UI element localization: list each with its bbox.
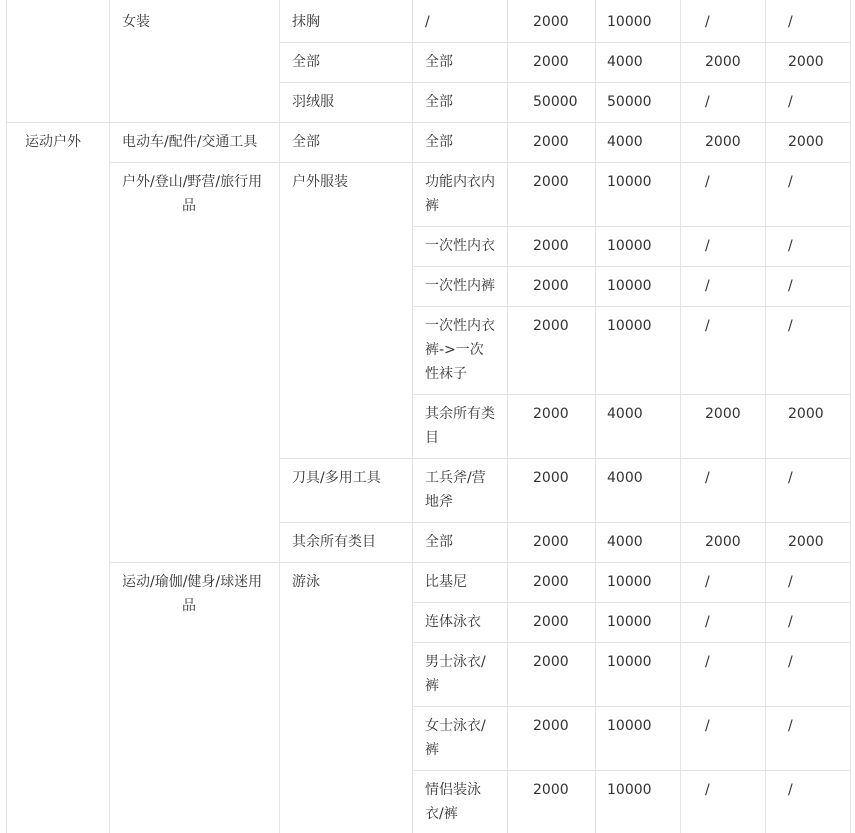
row-border: [412, 602, 850, 603]
row-border: [279, 42, 850, 43]
cell-cat3: 其余所有类目: [292, 534, 376, 550]
cell-v3: /: [705, 238, 710, 254]
cell-v1: 2000: [533, 174, 569, 190]
cell-cat4: 工兵斧/营: [425, 470, 486, 486]
cell-v1: 2000: [533, 470, 569, 486]
cell-v3: /: [705, 174, 710, 190]
cell-v4: /: [788, 782, 793, 798]
cell-v1: 2000: [533, 614, 569, 630]
cell-v1: 2000: [533, 238, 569, 254]
cell-cat3: 抹胸: [292, 14, 320, 30]
cell-v2: 10000: [607, 174, 652, 190]
cell-v2: 10000: [607, 782, 652, 798]
column-border: [507, 0, 508, 833]
cell-cat4: 一次性内衣: [425, 238, 495, 254]
row-border: [412, 226, 850, 227]
cell-v3: /: [705, 14, 710, 30]
cell-cat4: 全部: [425, 134, 453, 150]
cell-v2: 10000: [607, 654, 652, 670]
cell-v4: /: [788, 614, 793, 630]
column-border: [680, 0, 681, 833]
cell-cat4: 裤->一次: [425, 342, 484, 358]
cell-cat4: 地斧: [425, 494, 453, 510]
cell-cat4: 女士泳衣/: [425, 718, 486, 734]
cell-v4: /: [788, 278, 793, 294]
cell-v4: /: [788, 574, 793, 590]
cell-cat4: 全部: [425, 94, 453, 110]
row-border: [279, 82, 850, 83]
cell-cat4: 男士泳衣/: [425, 654, 486, 670]
cell-cat4: 全部: [425, 534, 453, 550]
cell-v1: 2000: [533, 14, 569, 30]
row-border: [412, 642, 850, 643]
cell-v3: /: [705, 782, 710, 798]
column-border: [412, 0, 413, 833]
cell-v4: /: [788, 14, 793, 30]
cell-cat3: 全部: [292, 54, 320, 70]
cell-v1: 2000: [533, 318, 569, 334]
cell-cat4: 裤: [425, 198, 439, 214]
row-border: [6, 122, 850, 123]
column-border: [6, 0, 7, 833]
row-border: [109, 162, 850, 163]
cell-cat4: 功能内衣内: [425, 174, 495, 190]
cell-v1: 2000: [533, 534, 569, 550]
column-border: [595, 0, 596, 833]
cell-cat3: 全部: [292, 134, 320, 150]
cell-v1: 2000: [533, 718, 569, 734]
cell-v4: 2000: [788, 406, 824, 422]
cell-v3: 2000: [705, 54, 741, 70]
cell-v4: /: [788, 174, 793, 190]
cell-cat3: 羽绒服: [292, 94, 334, 110]
cell-v4: /: [788, 718, 793, 734]
cell-v1: 2000: [533, 406, 569, 422]
cell-v2: 10000: [607, 238, 652, 254]
row-border: [412, 306, 850, 307]
cell-v3: 2000: [705, 406, 741, 422]
cell-cat4: 性袜子: [425, 366, 467, 382]
cell-v2: 4000: [607, 134, 643, 150]
cell-cat4: 衣/裤: [425, 806, 458, 822]
cell-v2: 10000: [607, 14, 652, 30]
cell-cat4: 其余所有类: [425, 406, 495, 422]
row-border: [412, 394, 850, 395]
cell-cat4: 一次性内衣: [425, 318, 495, 334]
column-border: [109, 0, 110, 833]
cell-v2: 4000: [607, 470, 643, 486]
cell-v2: 10000: [607, 278, 652, 294]
cell-v1: 2000: [533, 654, 569, 670]
cell-v1: 2000: [533, 54, 569, 70]
cell-cat3: 刀具/多用工具: [292, 470, 381, 486]
cell-v3: /: [705, 654, 710, 670]
cell-cat4: 一次性内裤: [425, 278, 495, 294]
cell-cat1: 运动户外: [25, 134, 81, 150]
cell-v2: 10000: [607, 718, 652, 734]
cell-v4: /: [788, 470, 793, 486]
cell-v2: 4000: [607, 406, 643, 422]
column-border: [765, 0, 766, 833]
cell-v1: 2000: [533, 782, 569, 798]
cell-cat4: 比基尼: [425, 574, 467, 590]
cell-cat3: 游泳: [292, 574, 320, 590]
row-border: [279, 522, 850, 523]
cell-cat4: /: [425, 14, 430, 30]
cell-v3: /: [705, 318, 710, 334]
cell-v3: /: [705, 718, 710, 734]
cell-cat4: 全部: [425, 54, 453, 70]
cell-v3: 2000: [705, 134, 741, 150]
cell-v2: 50000: [607, 94, 652, 110]
cell-cat4: 情侣装泳: [425, 782, 481, 798]
row-border: [412, 706, 850, 707]
cell-v2: 10000: [607, 318, 652, 334]
cell-v4: 2000: [788, 534, 824, 550]
cell-v4: /: [788, 318, 793, 334]
cell-v4: /: [788, 238, 793, 254]
cell-v3: /: [705, 278, 710, 294]
cell-v2: 4000: [607, 54, 643, 70]
cell-v4: 2000: [788, 54, 824, 70]
cell-cat4: 连体泳衣: [425, 614, 481, 630]
cell-cat2: 运动/瑜伽/健身/球迷用: [122, 574, 263, 590]
cell-cat2: 品: [182, 198, 196, 214]
row-border: [109, 562, 850, 563]
cell-v3: 2000: [705, 534, 741, 550]
cell-v2: 10000: [607, 614, 652, 630]
cell-v1: 2000: [533, 574, 569, 590]
cell-cat2: 女装: [122, 14, 150, 30]
cell-v4: /: [788, 654, 793, 670]
cell-v2: 4000: [607, 534, 643, 550]
column-border: [279, 0, 280, 833]
cell-v3: /: [705, 470, 710, 486]
row-border: [412, 770, 850, 771]
cell-cat2: 品: [182, 598, 196, 614]
cell-v1: 2000: [533, 134, 569, 150]
cell-cat3: 户外服装: [292, 174, 348, 190]
row-border: [279, 458, 850, 459]
cell-cat2: 户外/登山/野营/旅行用: [122, 174, 263, 190]
cell-v3: /: [705, 614, 710, 630]
cell-v4: 2000: [788, 134, 824, 150]
column-border: [850, 0, 851, 833]
cell-v4: /: [788, 94, 793, 110]
cell-cat4: 目: [425, 430, 439, 446]
cell-cat4: 裤: [425, 742, 439, 758]
cell-cat4: 裤: [425, 678, 439, 694]
cell-v3: /: [705, 94, 710, 110]
cell-cat2: 电动车/配件/交通工具: [122, 134, 258, 150]
cell-v1: 2000: [533, 278, 569, 294]
cell-v1: 50000: [533, 94, 578, 110]
row-border: [412, 266, 850, 267]
cell-v3: /: [705, 574, 710, 590]
cell-v2: 10000: [607, 574, 652, 590]
